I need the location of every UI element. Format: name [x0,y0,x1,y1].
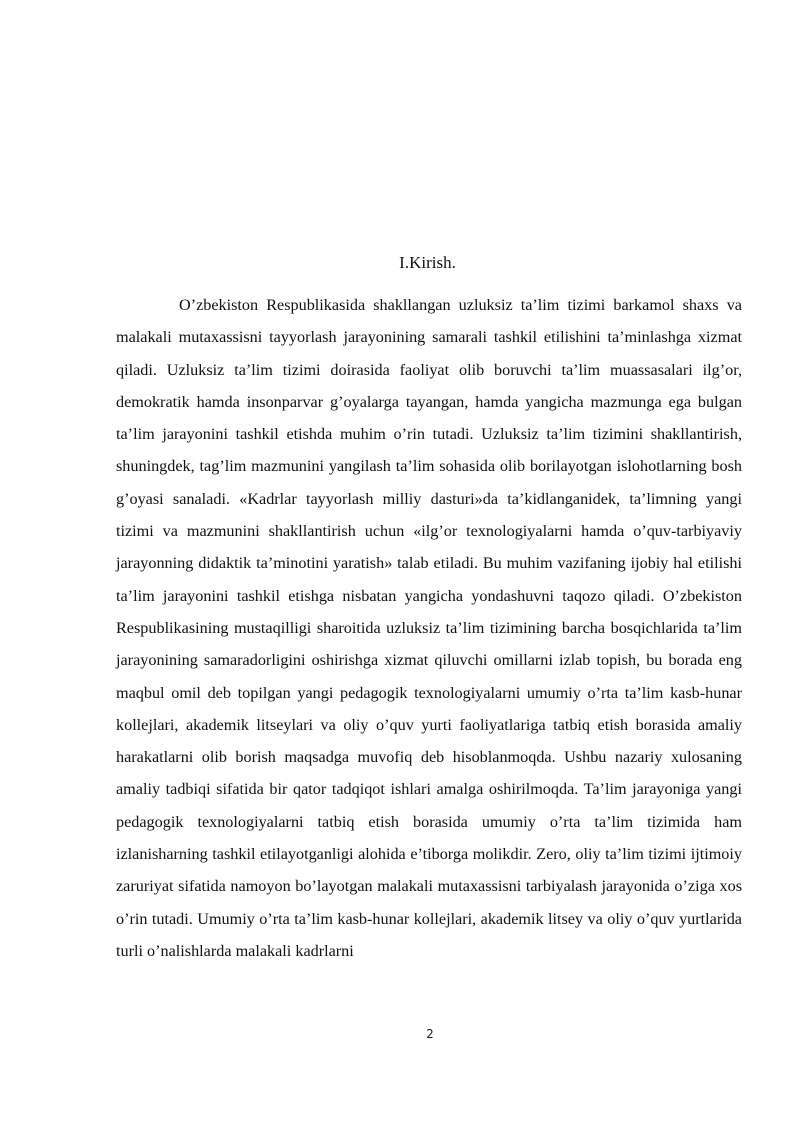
section-heading: I.Kirish. [399,253,456,272]
page-number: 2 [426,1027,434,1041]
body-paragraph: O’zbekiston Respublikasida shakllangan uzluksiz ta’lim tizimi barkamol shaxs va malakali mutaxassisni tayyorlash jarayonining samarali tashkil etilishini ta’minlashga xizmat qiladi. Uzluksiz ta’lim tizimi doirasida faoliyat olib boruvchi ta’lim muassasalari ilg’or, demokratik hamda insonparvar g’oyalarga tayangan, hamda yangicha mazmunga ega bulgan ta’lim jarayonini tashkil etishda muhim o’rin tutadi. Uzluksiz ta’lim tizimini shakllantirish, shuningdek, tag’lim mazmunini yangilash ta’lim sohasida olib borilayotgan islohotlarning bosh g’oyasi sanaladi. «Kadrlar tayyorlash milliy dasturi»da ta’kidlanganidek, ta’limning yangi tizimi va mazmunini shakllantirish uchun «ilg’or texnologiyalarni hamda o’quv-tarbiyaviy jarayonning didaktik ta’minotini yaratish» talab etiladi. Bu muhim vazifaning ijobiy hal etilishi ta’lim jarayonini tashkil etishga nisbatan yangicha yondashuvni taqozo qiladi. O’zbekiston Respublikasining mustaqilligi sharoitida uzluksiz ta’lim tizimining barcha bosqichlarida ta’lim jarayonining samaradorligini oshirishga xizmat qiluvchi omillarni izlab topish, bu borada eng maqbul omil deb topilgan yangi pedagogik texnologiyalarni umumiy o’rta ta’lim kasb-hunar kollejlari, akademik litseylari va oliy o’quv yurti faoliyatlariga tatbiq etish borasida amaliy harakatlarni olib borish maqsadga muvofiq deb hisoblanmoqda. Ushbu nazariy xulosaning amaliy tadbiqi sifatida bir qator tadqiqot ishlari amalga oshirilmoqda. Ta’lim jarayoniga yangi pedagogik texnologiyalarni tatbiq etish borasida umumiy o’rta ta’lim tizimida ham izlanisharning tashkil etilayotganligi alohida e’tiborga molikdir. Zero, oliy ta’lim tizimi ijtimoiy zaruriyat sifatida namoyon bo’layotgan malakali mutaxassisni tarbiyalash jarayonida o’ziga xos o’rin tutadi. Umumiy o’rta ta’lim kasb-hunar kollejlari, akademik litsey va oliy o’quv yurtlarida turli o’nalishlarda malakali kadrlarni [116,296,742,960]
